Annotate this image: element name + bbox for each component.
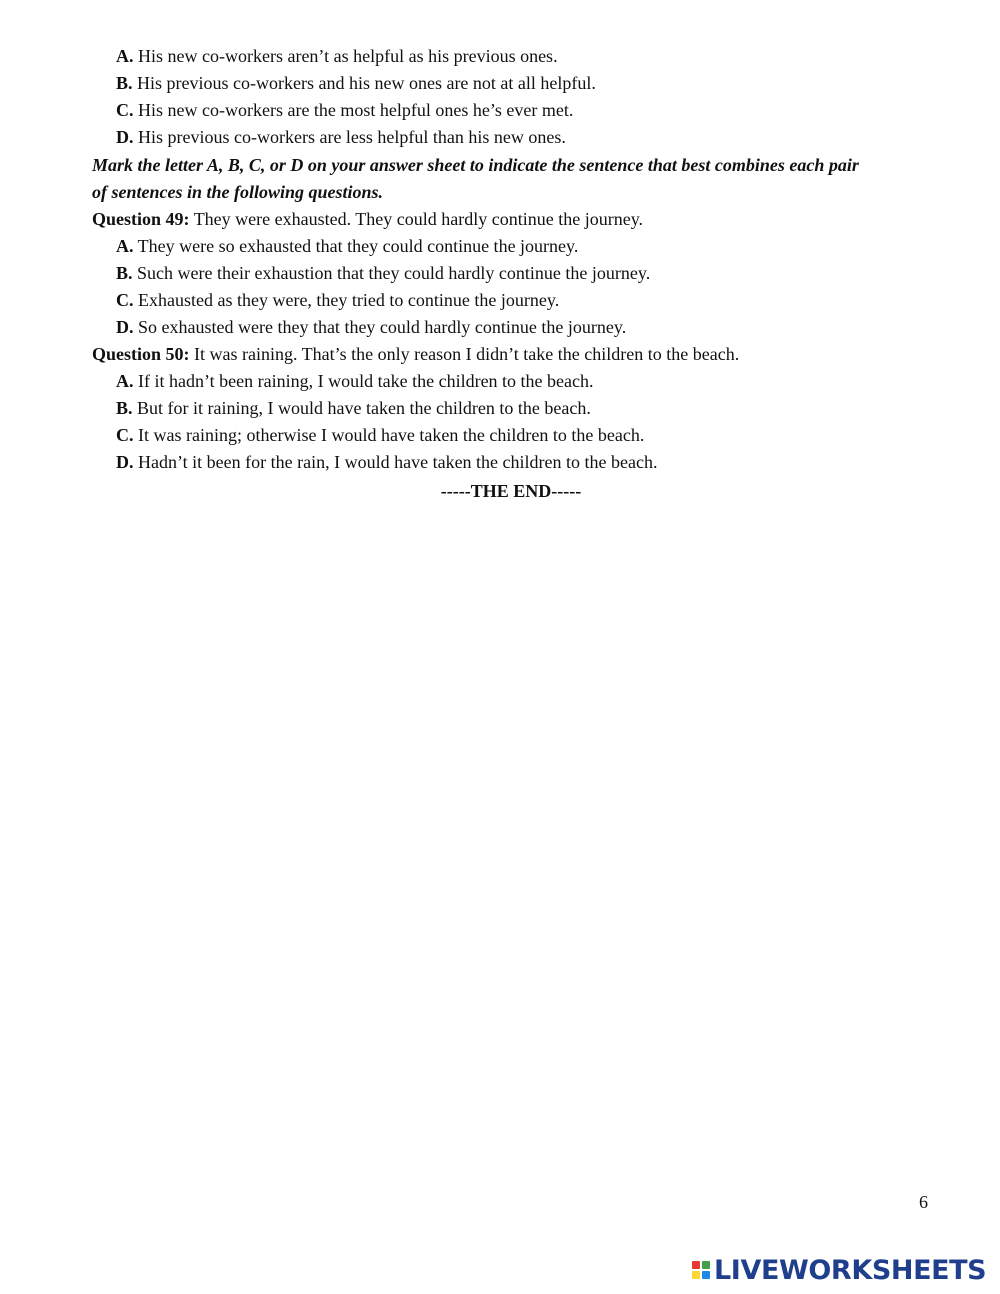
option-letter: D. — [116, 317, 134, 337]
option-text: Exhausted as they were, they tried to continue the journey. — [133, 290, 560, 310]
option-text: His previous co-workers are less helpful than his new ones. — [133, 127, 566, 147]
option-letter: C. — [116, 425, 134, 445]
the-end-marker: -----THE END----- — [440, 481, 582, 501]
option-letter: B. — [116, 398, 133, 418]
option-letter: C. — [116, 290, 134, 310]
logo-square-yellow — [692, 1271, 700, 1279]
q48-option-c — [116, 97, 573, 124]
option-text: His new co-workers aren’t as helpful as his previous ones. — [133, 46, 558, 66]
option-text: But for it raining, I would have taken the children to the beach. — [132, 398, 591, 418]
option-text: They were so exhausted that they could continue the journey. — [133, 236, 579, 256]
q49-option-b — [116, 260, 650, 287]
logo-square-blue — [702, 1271, 710, 1279]
q49-option-d — [116, 314, 626, 341]
option-letter: A. — [116, 46, 134, 66]
instruction-line-1: Mark the letter A, B, C, or D on your answer sheet to indicate the sentence that best combines each pair — [92, 155, 859, 175]
option-text: Hadn’t it been for the rain, I would have taken the children to the beach. — [133, 452, 658, 472]
option-text: So exhausted were they that they could hardly continue the journey. — [133, 317, 627, 337]
option-letter: B. — [116, 73, 133, 93]
option-letter: D. — [116, 452, 134, 472]
option-text: His previous co-workers and his new ones are not at all helpful. — [132, 73, 596, 93]
question-text: It was raining. That’s the only reason I didn’t take the children to the beach. — [189, 344, 740, 364]
logo-text: LIVEWORKSHEETS — [714, 1254, 987, 1286]
q50-option-a — [116, 368, 594, 395]
liveworksheets-logo — [692, 1253, 986, 1287]
question-49-stem — [92, 206, 643, 233]
q50-option-c — [116, 422, 644, 449]
logo-square-green — [702, 1261, 710, 1269]
option-text: If it hadn’t been raining, I would take the children to the beach. — [133, 371, 594, 391]
q48-option-a — [116, 43, 558, 70]
liveworksheets-logo-icon — [692, 1261, 710, 1279]
q50-option-b — [116, 395, 591, 422]
question-label: Question 50: — [92, 344, 190, 364]
question-label: Question 49: — [92, 209, 190, 229]
q48-option-d — [116, 124, 566, 151]
logo-square-red — [692, 1261, 700, 1269]
option-text: It was raining; otherwise I would have taken the children to the beach. — [133, 425, 645, 445]
page-number: 6 — [919, 1192, 928, 1212]
question-50-stem — [92, 341, 739, 368]
question-text: They were exhausted. They could hardly continue the journey. — [189, 209, 644, 229]
option-letter: A. — [116, 236, 134, 256]
option-letter: A. — [116, 371, 134, 391]
instruction-line-2: of sentences in the following questions. — [92, 182, 384, 202]
option-letter: B. — [116, 263, 133, 283]
option-text: Such were their exhaustion that they could hardly continue the journey. — [132, 263, 651, 283]
option-text: His new co-workers are the most helpful ones he’s ever met. — [133, 100, 574, 120]
q49-option-a — [116, 233, 578, 260]
q50-option-d — [116, 449, 657, 476]
option-letter: D. — [116, 127, 134, 147]
q49-option-c — [116, 287, 559, 314]
q48-option-b — [116, 70, 596, 97]
option-letter: C. — [116, 100, 134, 120]
